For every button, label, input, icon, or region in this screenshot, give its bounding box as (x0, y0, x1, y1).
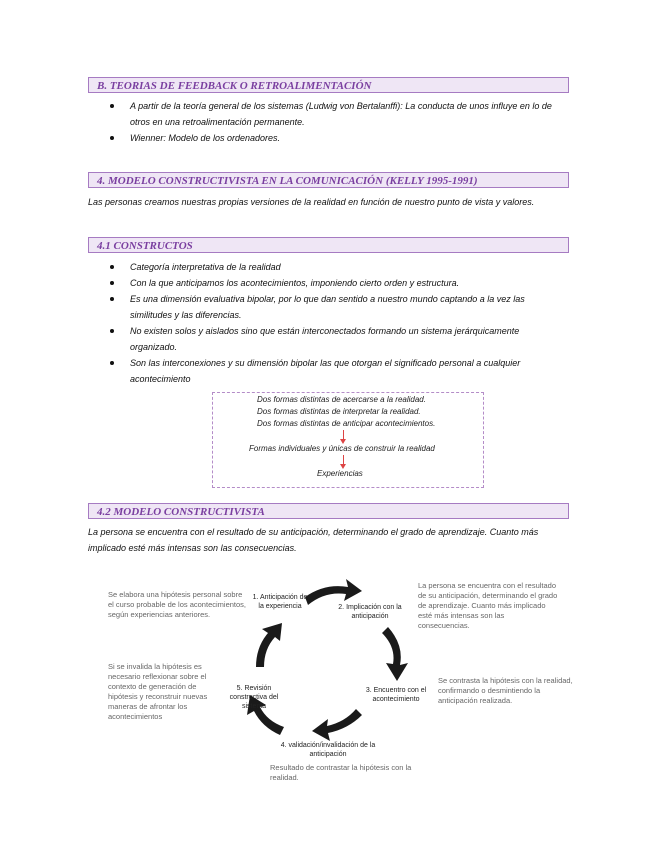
section-b-heading: B. TEORIAS DE FEEDBACK O RETROALIMENTACIÓN (88, 77, 569, 93)
cycle-note-4: Resultado de contrastar la hipótesis con la realidad. (270, 763, 412, 782)
cycle-step-1: 1. Anticipación de la experiencia (252, 594, 308, 610)
cycle-arrow-icon (382, 627, 408, 681)
cycle-step-4: 4. validación/invalidación de la anticipación (280, 742, 376, 758)
section-42-paragraph: La persona se encuentra con el resultado de su anticipación, determinando el grado de aprendizaje. Cuanto más implicado esté más intensas son las consecuencias. (88, 527, 539, 553)
section-42-heading: 4.2 MODELO CONSTRUCTIVISTA (88, 503, 569, 519)
section-4-heading: 4. MODELO CONSTRUCTIVISTA EN LA COMUNICACIÓN (KELLY 1995-1991) (88, 172, 569, 188)
cycle-arrow-icon (256, 623, 282, 667)
cycle-step-3: 3. Encuentro con el acontecimiento (365, 687, 427, 703)
cycle-arrow-icon (312, 709, 362, 741)
list-item: Wienner: Modelo de los ordenadores. (104, 130, 564, 146)
section-4-paragraph: Las personas creamos nuestras propias versiones de la realidad en función de nuestro punto de vista y valores. (88, 197, 535, 207)
list-item: Con la que anticipamos los acontecimientos, imponiendo cierto orden y estructura. (104, 275, 564, 291)
cycle-note-3: Se contrasta la hipótesis con la realidad, confirmando o desmintiendo la anticipación realizada. (438, 676, 573, 705)
cycle-note-1: Se elabora una hipótesis personal sobre el curso probable de los acontecimientos, según experiencias anteriores. (108, 590, 246, 619)
list-item: Son las interconexiones y su dimensión bipolar las que otorgan el significado personal a cualquier acontecimiento (104, 355, 564, 387)
section-b-list (104, 98, 564, 146)
section-41-heading: 4.1 CONSTRUCTOS (88, 237, 569, 253)
list-item: A partir de la teoría general de los sistemas (Ludwig von Bertalanffi): La conducta de unos influye en lo de otros en una retroalimentación permanente. (104, 98, 564, 130)
cycle-note-5: Si se invalida la hipótesis es necesario reflexionar sobre el contexto de generación de hipótesis y reconstruir nuevas maneras de afrontar los acontecimientos (108, 662, 208, 721)
cycle-step-5: 5. Revisión constructiva del sistema (229, 685, 279, 710)
cycle-step-2: 2. Implicación con la anticipación (338, 604, 402, 620)
box-line-5: Experiencias (317, 469, 363, 478)
cycle-note-2: La persona se encuentra con el resultado de su anticipación, determinando el grado de aprendizaje. Cuanto más implicado esté más intensas son las consecuencias. (418, 581, 558, 630)
list-item: Categoría interpretativa de la realidad (104, 259, 564, 275)
box-line-2: Dos formas distintas de interpretar la realidad. (257, 407, 421, 416)
section-41-list (104, 259, 564, 387)
list-item: Es una dimensión evaluativa bipolar, por lo que dan sentido a nuestro mundo captando a la vez las similitudes y las diferencias. (104, 291, 564, 323)
box-line-1: Dos formas distintas de acercarse a la realidad. (257, 395, 426, 404)
box-line-3: Dos formas distintas de anticipar acontecimientos. (257, 419, 436, 428)
cycle-arrow-icon (305, 579, 362, 605)
box-line-4: Formas individuales y únicas de construir la realidad (249, 444, 435, 453)
list-item: No existen solos y aislados sino que están interconectados formando un sistema jerárquicamente organizado. (104, 323, 564, 355)
construct-box (212, 392, 484, 488)
